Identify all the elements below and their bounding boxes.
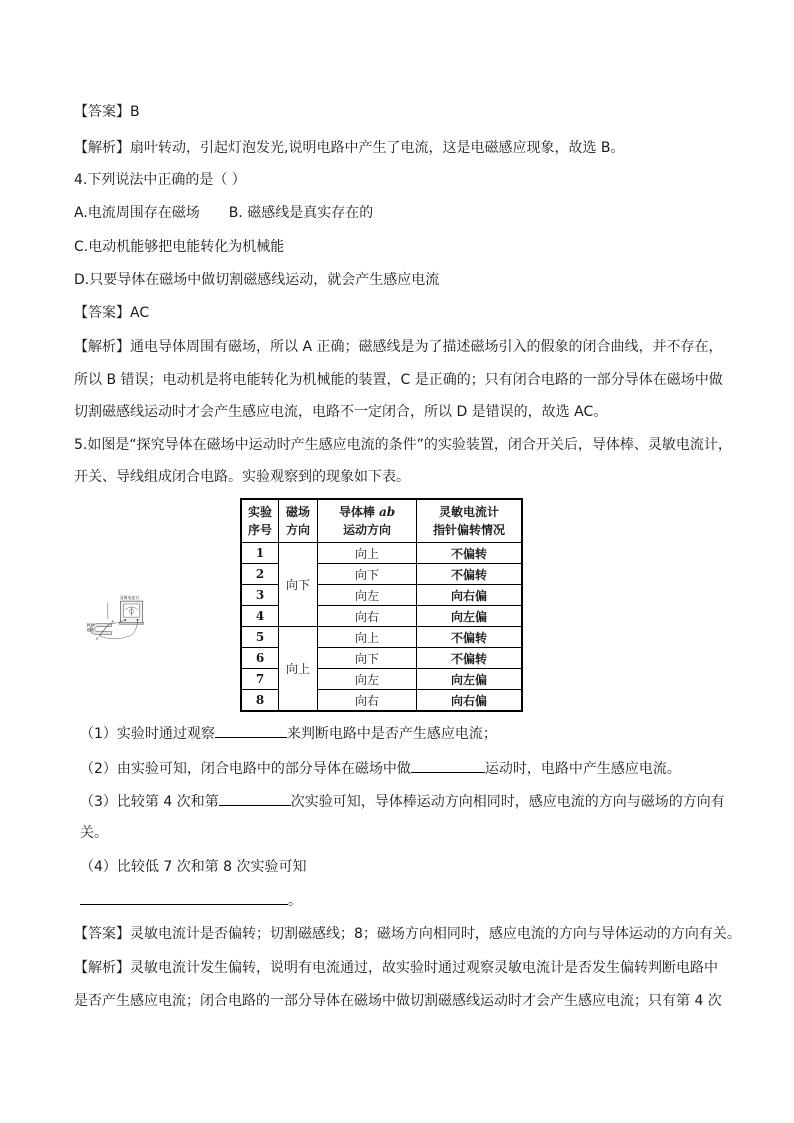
galvanometer-base [119, 622, 143, 624]
motion-direction: 向左 [318, 669, 417, 690]
deflection-result: 不偏转 [417, 564, 523, 585]
table-row [241, 543, 522, 564]
q4-analysis-line-1 [74, 337, 722, 357]
q4-stem: 4.下列说法中正确的是（ ） [74, 172, 246, 188]
point-b-label: b [111, 619, 114, 624]
blank-1[interactable] [215, 723, 287, 738]
q4-option-c: C.电动机能够把电能转化为机械能 [74, 239, 285, 255]
trial-number: 1 [241, 543, 279, 564]
q5-sub2-text-b: 运动时，电路中产生感应电流。 [484, 761, 681, 777]
motion-direction: 向上 [318, 627, 417, 648]
q5-sub3-text-a: （3）比较第 4 次和第 [80, 794, 219, 810]
header-deflection-line1: 灵敏电流计 [438, 505, 499, 519]
field-direction-up: 向上 [279, 627, 318, 712]
deflection-result: 向左偏 [417, 669, 523, 690]
q5-sub4-answer-line [80, 890, 302, 911]
answer-tag: 【答案】 [74, 305, 130, 321]
q4-option-a: A.电流周围存在磁场 [74, 205, 200, 221]
q3-analysis: 扇叶转动，引起灯泡发光,说明电路中产生了电流，这是电磁感应现象，故选 B。 [130, 140, 625, 156]
q4-answer: AC [130, 305, 150, 321]
header-trial-line1: 实验 [247, 505, 272, 519]
q5-sub1-text-b: 来判断电路中是否产生感应电流； [286, 726, 497, 742]
point-a-label: a [96, 636, 99, 641]
header-motion-line2: 运动方向 [342, 523, 391, 537]
q4-answer-line [74, 303, 149, 323]
q5-sub2-text-a: （2）由实验可知，闭合电路中的部分导体在磁场中做 [80, 761, 411, 777]
q5-sub4-period: 。 [288, 893, 302, 909]
q3-answer: B [130, 104, 140, 120]
blank-4[interactable] [80, 890, 288, 905]
trial-number: 7 [241, 669, 279, 690]
header-motion-ab: ab [379, 505, 396, 519]
answer-tag: 【答案】 [74, 926, 130, 942]
q5-stem-2: 开关、导线组成闭合电路。实验观察到的现象如下表。 [74, 469, 410, 485]
motion-direction: 向下 [318, 564, 417, 585]
motion-direction: 向上 [318, 543, 417, 564]
deflection-result: 向右偏 [417, 690, 523, 712]
q3-answer-line [74, 102, 140, 122]
table-row [241, 627, 522, 648]
q5-sub3-end: 关。 [80, 825, 108, 841]
magnet-label-1: 蹄形 [86, 622, 94, 627]
deflection-result: 不偏转 [417, 648, 523, 669]
header-trial [241, 499, 279, 543]
q5-answer-line [74, 924, 741, 944]
motion-direction: 向右 [318, 606, 417, 627]
trial-number: 3 [241, 585, 279, 606]
galvanometer-label: 灵敏电流计 [119, 594, 140, 600]
trial-number: 4 [241, 606, 279, 627]
analysis-tag: 【解析】 [74, 339, 130, 355]
q4-analysis-line-2: 所以 B 错误；电动机是将电能转化为机械能的装置，C 是正确的；只有闭合电路的一部分导体在磁场中做 [74, 372, 723, 388]
q5-analysis-line-1 [74, 958, 718, 978]
q4-option-d: D.只要导体在磁场中做切割磁感线运动，就会产生感应电流 [74, 272, 440, 288]
deflection-result: 不偏转 [417, 543, 523, 564]
blank-3[interactable] [219, 791, 291, 806]
trial-number: 2 [241, 564, 279, 585]
q4-options-ab [74, 203, 373, 223]
trial-number: 6 [241, 648, 279, 669]
q5-answer: 灵敏电流计是否偏转；切割磁感线；8；磁场方向相同时，感应电流的方向与导体运动的方向有关。 [130, 926, 741, 942]
analysis-tag: 【解析】 [74, 960, 130, 976]
q4-analysis-text-1: 通电导体周围有磁场，所以 A 正确；磁感线是为了描述磁场引入的假象的闭合曲线，并不存在， [130, 339, 723, 355]
deflection-result: 不偏转 [417, 627, 523, 648]
trial-number: 5 [241, 627, 279, 648]
motion-direction: 向左 [318, 585, 417, 606]
blank-2[interactable] [411, 758, 485, 773]
answer-tag: 【答案】 [74, 104, 130, 120]
header-motion-line1: 导体棒 [338, 505, 379, 519]
q5-sub1 [80, 723, 497, 744]
analysis-tag: 【解析】 [74, 140, 130, 156]
header-trial-line2: 序号 [247, 523, 272, 537]
q5-sub4: （4）比较低 7 次和第 8 次实验可知 [80, 859, 307, 875]
field-direction-down: 向下 [279, 543, 318, 627]
trial-number: 8 [241, 690, 279, 712]
header-field [279, 499, 318, 543]
apparatus-figure [86, 496, 246, 712]
motion-direction: 向下 [318, 648, 417, 669]
magnet-label-2: 磁铁 [86, 627, 94, 632]
q5-analysis-text-1: 灵敏电流计发生偏转，说明有电流通过，故实验时通过观察灵敏电流计是否发生偏转判断电路中 [130, 960, 718, 976]
header-deflection-line2: 指针偏转情况 [432, 523, 505, 537]
header-motion [318, 499, 417, 543]
table-header-row [241, 499, 522, 543]
q5-analysis-line-2: 是否产生感应电流；闭合电路的一部分导体在磁场中做切割磁感线运动时才会产生感应电流；只有第 4 次 [74, 993, 722, 1009]
header-field-line1: 磁场 [285, 505, 310, 519]
q4-analysis-line-3: 切割磁感线运动时才会产生感应电流，电路不一定闭合，所以 D 是错误的，故选 AC。 [74, 404, 608, 420]
q4-option-b: B. 磁感线是真实存在的 [228, 205, 374, 221]
q3-analysis-line [74, 138, 625, 158]
q5-stem-1: 5.如图是“探究导体在磁场中运动时产生感应电流的条件”的实验装置，闭合开关后，导体棒、灵敏电流计， [74, 437, 732, 453]
header-field-line2: 方向 [285, 523, 310, 537]
motion-direction: 向右 [318, 690, 417, 712]
q5-sub3 [80, 791, 725, 812]
deflection-result: 向左偏 [417, 606, 523, 627]
q5-sub1-text-a: （1）实验时通过观察 [80, 726, 215, 742]
experiment-table [240, 498, 523, 712]
q5-sub3-text-b: 次实验可知，导体棒运动方向相同时，感应电流的方向与磁场的方向有 [290, 794, 725, 810]
q5-sub2 [80, 758, 681, 779]
deflection-result: 向右偏 [417, 585, 523, 606]
header-deflection [417, 499, 523, 543]
